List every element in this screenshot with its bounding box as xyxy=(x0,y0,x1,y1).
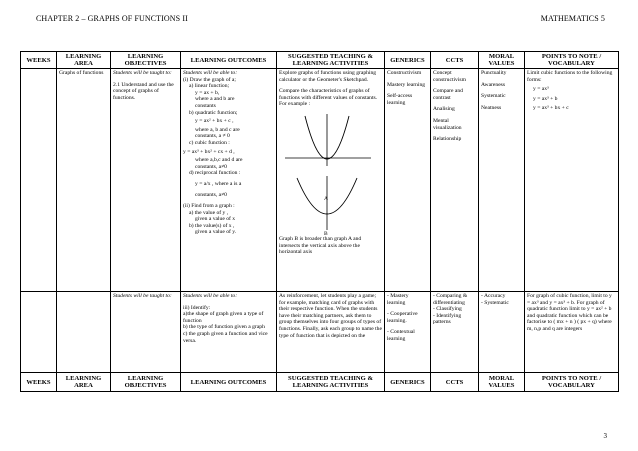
col-learning-outcomes: LEARNING OUTCOMES xyxy=(181,373,277,392)
col-generics: GENERICS xyxy=(385,373,431,392)
generic-item: Constructivism xyxy=(387,70,422,76)
col-activities: SUGGESTED TEACHING & LEARNING ACTIVITIES xyxy=(277,52,385,69)
outcome-c: c) cubic function : xyxy=(189,139,230,146)
ccts-item: - Classifying xyxy=(433,306,462,313)
outcome-ii-b: b) the value(s) of x , xyxy=(189,222,235,229)
header-row xyxy=(21,52,619,69)
col-points: POINTS TO NOTE / VOCABULARY xyxy=(525,373,619,392)
moral-item: - Accuracy xyxy=(481,293,506,299)
ccts-item: Concept constructivism xyxy=(433,70,466,83)
outcome-b-note2: constants, a ≠ 0 xyxy=(195,133,230,140)
outcome-d-eq: y = a/x , where a is a xyxy=(195,180,242,187)
table-row xyxy=(21,69,619,292)
outcome-b: b) the type of function given a graph xyxy=(183,324,265,331)
objectives-cell xyxy=(111,292,181,373)
objectives-intro: Students will be taught to: xyxy=(113,293,172,299)
ccts-item: Compare and contrast xyxy=(433,88,463,101)
generics-cell xyxy=(385,69,431,292)
moral-item: Punctuality xyxy=(481,70,507,76)
points-cell xyxy=(525,69,619,292)
outcome-c: c) the graph given a function and vice versa. xyxy=(183,330,268,344)
graph-label-a: A xyxy=(324,195,328,202)
ccts-item: - Comparing & differentiating xyxy=(433,293,468,306)
area-cell: Graphs of functions xyxy=(57,69,111,292)
generic-item: - Contextual learning xyxy=(387,329,415,342)
moral-item: Neatness xyxy=(481,104,502,111)
outcomes-intro: Students will be able to: xyxy=(183,70,238,76)
outcome-ii-a: a) the value of y , xyxy=(189,209,229,216)
objectives-cell xyxy=(111,69,181,292)
generic-item: Mastery learning xyxy=(387,81,426,88)
points-cell: For graph of cubic function, limit to y = ax³ and y = ax³ + b. For graph of quadratic function limit to y = ax² + b and quadratic function which can be factorise to ( mx + n ) ( px + q) where m, n,p and q are integers xyxy=(525,292,619,373)
moral-cell xyxy=(479,69,525,292)
outcome-a-eq: y = ax + b, xyxy=(195,89,220,96)
col-learning-objectives: LEARNING OBJECTIVES xyxy=(111,52,181,69)
outcomes-cell xyxy=(181,292,277,373)
ccts-item: Analising xyxy=(433,106,455,113)
moral-item: Systematic xyxy=(481,93,506,100)
col-moral-values: MORAL VALUES xyxy=(479,373,525,392)
activities-p3: Graph B is broader than graph A and intersects the vertical axis above the horizontal axis xyxy=(279,235,362,256)
outcome-b-eq: y = ax² + bx + c , xyxy=(195,118,234,125)
outcome-ii-a2: given a value of x xyxy=(195,216,236,223)
weeks-cell xyxy=(21,69,57,292)
chapter-title: CHAPTER 2 – GRAPHS OF FUNCTIONS II xyxy=(36,14,188,23)
col-learning-objectives: LEARNING OBJECTIVES xyxy=(111,373,181,392)
col-ccts: CCTS xyxy=(431,373,479,392)
graph-label-b: B xyxy=(324,230,328,236)
outcome-c-note1: where a,b,c and d are xyxy=(195,157,243,164)
generic-item: Self-access learning xyxy=(387,93,413,106)
subject-title: MATHEMATICS 5 xyxy=(540,14,605,23)
ccts-cell xyxy=(431,292,479,373)
page-number: 3 xyxy=(603,432,607,440)
col-learning-area: LEARNING AREA xyxy=(57,52,111,69)
points-eq1: y = ax³ xyxy=(533,86,549,93)
parabola-graphs-svg xyxy=(279,112,379,236)
outcome-a-note2: constants xyxy=(195,102,216,109)
outcome-i: (i) Draw the graph of a; xyxy=(183,76,236,83)
activities-cell xyxy=(277,69,385,292)
outcome-b-note1: where a, b and c are xyxy=(195,126,240,133)
outcome-c-eq: y = ax³ + bx² + cx + d , xyxy=(183,148,235,155)
outcomes-cell xyxy=(181,69,277,292)
points-eq2: y = ax³ + b xyxy=(533,95,558,102)
footer-header-row xyxy=(21,373,619,392)
activities-p2: Compare the characteristics of graphs of functions with different values of constants. For example : xyxy=(279,88,378,108)
ccts-item: - Identifying patterns xyxy=(433,312,462,326)
outcomes-intro: Students will be able to: xyxy=(183,293,238,299)
outcome-a-note1: where a and b are xyxy=(195,96,235,103)
scheme-of-work-table xyxy=(20,51,619,392)
col-generics: GENERICS xyxy=(385,52,431,69)
col-moral-values: MORAL VALUES xyxy=(479,52,525,69)
points-eq3: y = ax³ + bx + c xyxy=(533,105,569,112)
outcome-d-note: constants, a≠0 xyxy=(195,191,227,198)
col-activities: SUGGESTED TEACHING & LEARNING ACTIVITIES xyxy=(277,373,385,392)
outcome-ii: (ii) Find from a graph : xyxy=(183,203,235,210)
points-intro: Limit cubic functions to the following forms: xyxy=(527,70,613,83)
area-cell xyxy=(57,292,111,373)
weeks-cell xyxy=(21,292,57,373)
parabola-graphs xyxy=(279,112,382,236)
col-learning-outcomes: LEARNING OUTCOMES xyxy=(181,52,277,69)
generic-item: - Cooperative learning. xyxy=(387,311,418,324)
generic-item: - Mastery learning xyxy=(387,293,409,306)
outcome-ii-b2: given a value of y. xyxy=(195,229,237,236)
ccts-item: Relationship xyxy=(433,136,462,143)
moral-item: - Systematic xyxy=(481,299,509,306)
outcome-a: a)the shape of graph given a type of function xyxy=(183,311,264,324)
activities-cell: As reinforcement, let students play a game; for example, matching card of graphs with their respective function. When the students have their matching partners, ask them to group themselves into four groups of types of functions. Finally, ask each group to name the type of function that is depicted on the xyxy=(277,292,385,373)
outcome-c-note2: constants, a≠0 xyxy=(195,163,227,170)
moral-item: Awareness xyxy=(481,81,506,88)
table-row xyxy=(21,292,619,373)
objectives-intro: Students will be taught to: xyxy=(113,70,172,76)
moral-cell xyxy=(479,292,525,373)
ccts-item: Mental visualization xyxy=(433,117,462,131)
ccts-cell xyxy=(431,69,479,292)
col-points: POINTS TO NOTE / VOCABULARY xyxy=(525,52,619,69)
objective-item: 2.1 Understand and use the concept of graphs of functions. xyxy=(113,81,174,101)
col-weeks: WEEKS xyxy=(21,373,57,392)
col-ccts: CCTS xyxy=(431,52,479,69)
outcome-a: a) linear function; xyxy=(189,83,230,90)
activities-p1: Explore graphs of functions using graphing calculator or the Geometer's Sketchpad. xyxy=(279,70,377,83)
outcome-b: b) quadratic function; xyxy=(189,109,238,116)
col-weeks: WEEKS xyxy=(21,52,57,69)
outcome-d: d) reciprocal function : xyxy=(189,170,241,177)
outcome-iii: iii) Identify: xyxy=(183,304,211,311)
generics-cell xyxy=(385,292,431,373)
col-learning-area: LEARNING AREA xyxy=(57,373,111,392)
